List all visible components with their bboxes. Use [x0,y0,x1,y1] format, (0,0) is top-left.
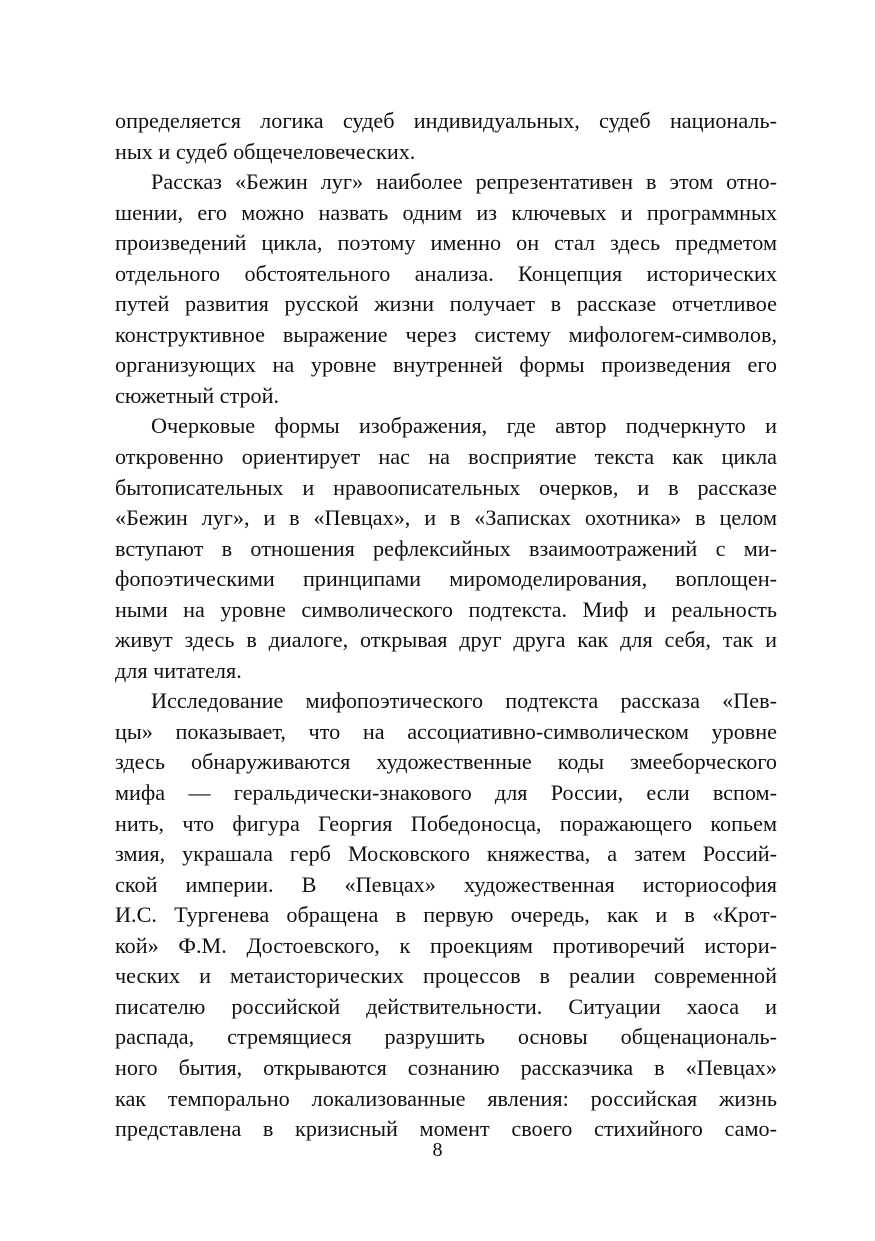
text-line: цы» показывает, что на ассоциативно-символическом уровне [115,718,777,744]
text-line: мифа — геральдически-знакового для России, если вспом- [115,780,777,806]
text-line: здесь обнаруживаются художественные коды змееборческого [115,749,777,775]
text-line: откровенно ориентирует нас на восприятие текста как цикла [115,444,777,470]
text-line: Очерковые формы изображения, где автор подчеркнуто и [151,413,777,439]
paragraph-2 [115,167,777,411]
paragraph-4 [115,686,777,1144]
body-text [115,106,777,1145]
text-line: живут здесь в диалоге, открывая друг друга как для себя, так и [115,627,777,653]
text-line: нить, что фигура Георгия Победоносца, поражающего копьем [115,810,777,836]
text-line: вступают в отношения рефлексийных взаимоотражений с ми- [115,535,777,561]
paragraph-3 [115,411,777,686]
text-line: отдельного обстоятельного анализа. Концепция исторических [115,260,777,286]
page-number: 8 [432,1139,443,1161]
text-line: представлена в кризисный момент своего стихийного само- [115,1116,777,1142]
text-line: определяется логика судеб индивидуальных, судеб националь- [115,108,777,133]
text-line: бытописательных и нравоописательных очерков, и в рассказе [115,474,777,500]
text-line: кой» Ф.М. Достоевского, к проекциям противоречий истори- [115,932,777,958]
text-line: ного бытия, открываются сознанию рассказчика в «Певцах» [115,1054,777,1080]
text-line: ных и судеб общечеловеческих. [115,138,416,164]
text-line: ческих и метаисторических процессов в реалии современной [115,963,777,989]
text-line: для читателя. [115,657,242,683]
text-line: как темпорально локализованные явления: российская жизнь [115,1085,777,1111]
text-line: шении, его можно назвать одним из ключевых и программных [115,199,777,225]
text-line: произведений цикла, поэтому именно он стал здесь предметом [115,230,777,256]
text-line: ными на уровне символического подтекста. Миф и реальность [115,596,777,622]
text-line: конструктивное выражение через систему мифологем-символов, [115,321,777,347]
paragraph-1 [115,106,777,167]
text-line: «Бежин луг», и в «Певцах», и в «Записках охотника» в целом [115,505,777,531]
text-line: путей развития русской жизни получает в рассказе отчетливое [115,291,777,317]
text-line: распада, стремящиеся разрушить основы общенациональ- [115,1024,777,1050]
text-line: сюжетный строй. [115,382,280,408]
text-line: организующих на уровне внутренней формы произведения его [115,352,777,378]
text-line: фопоэтическими принципами миромоделирования, воплощен- [115,566,777,592]
text-line: И.С. Тургенева обращена в первую очередь, как и в «Крот- [115,902,777,928]
text-line: Исследование мифопоэтического подтекста рассказа «Пев- [151,688,777,714]
text-line: Рассказ «Бежин луг» наиболее репрезентативен в этом отно- [151,169,777,195]
text-line: ской империи. В «Певцах» художественная историософия [115,871,777,897]
text-line: писателю российской действительности. Ситуации хаоса и [115,993,777,1019]
text-line: змия, украшала герб Московского княжества, а затем Россий- [115,841,777,867]
